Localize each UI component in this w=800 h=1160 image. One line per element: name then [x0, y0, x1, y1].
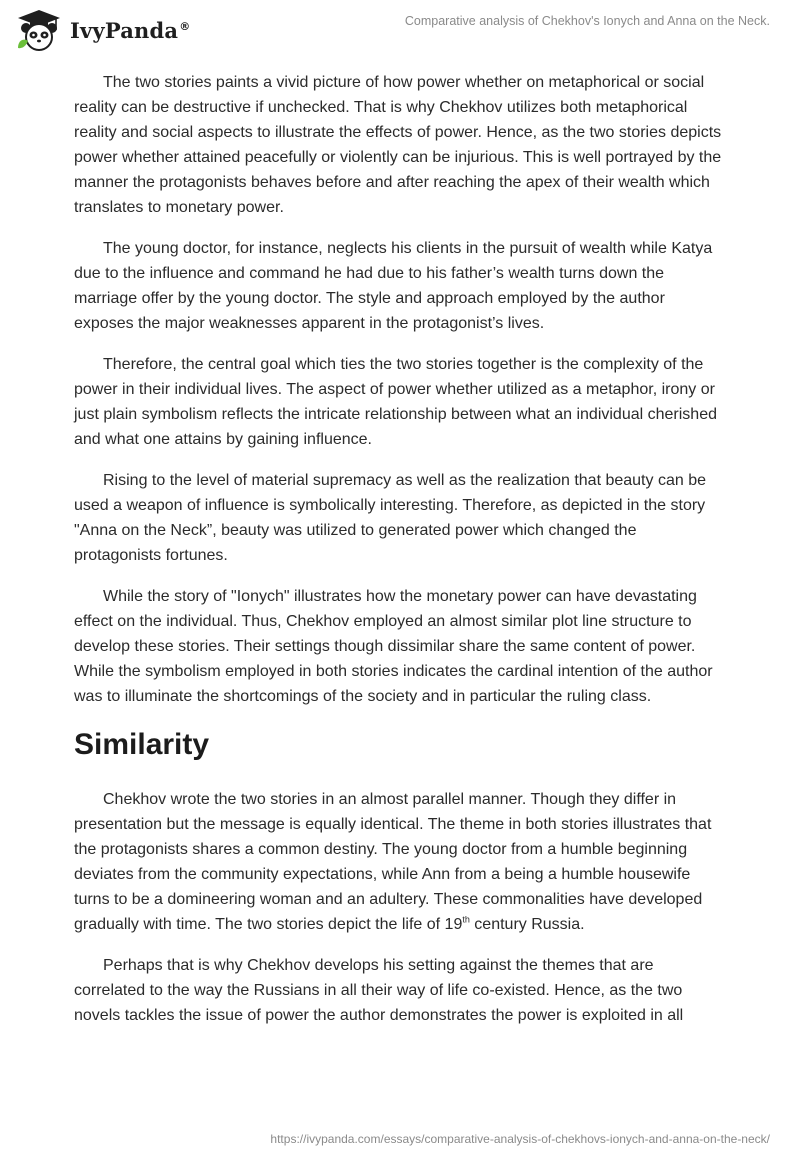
paragraph: Chekhov wrote the two stories in an almost parallel manner. Though they differ in presentation but the message is equally identical. The theme in both stories illustrates that the protagonists shares a common destiny. The young doctor from a humble beginning deviates from the community expectations, while Ann from a being a humble housewife turns to be a domineering woman and an adultery. These commonalities have developed gradually with time. The two stories depict the life of 19th century Russia.	[74, 791, 712, 933]
brand-logo[interactable]	[14, 8, 190, 52]
source-url[interactable]: https://ivypanda.com/essays/comparative-analysis-of-chekhovs-ionych-and-anna-on-the-neck/	[270, 1132, 770, 1146]
document-title: Comparative analysis of Chekhov's Ionych and Anna on the Neck.	[404, 14, 770, 28]
paragraph: Therefore, the central goal which ties the two stories together is the complexity of the power in their individual lives. The aspect of power whether utilized as a metaphor, irony or just plain symbolism reflects the intricate relationship between what an individual cherished and what one attains by gaining influence.	[74, 356, 717, 448]
paragraph: The two stories paints a vivid picture of how power whether on metaphorical or social reality can be destructive if unchecked. That is why Chekhov utilizes both metaphorical reality and social aspects to illustrate the effects of power. Hence, as the two stories depicts power whether attained peacefully or violently can be injurious. This is well portrayed by the manner the protagonists behaves before and after reaching the apex of their wealth which translates to monetary power.	[74, 74, 722, 216]
panda-logo-icon	[14, 8, 64, 52]
essay-body	[74, 70, 726, 1044]
page-header	[0, 0, 800, 60]
section-heading-similarity: Similarity	[74, 728, 210, 761]
paragraph: Perhaps that is why Chekhov develops his setting against the themes that are correlated to the way the Russians in all their way of life co-existed. Hence, as the two novels tackles the issue of power the author demonstrates the power is exploited in all	[74, 957, 684, 1024]
paragraph: While the story of "Ionych" illustrates how the monetary power can have devastating effect on the individual. Thus, Chekhov employed an almost similar plot line structure to develop these stories. Their settings though dissimilar share the same content of power. While the symbolism employed in both stories indicates the cardinal intention of the author was to illuminate the shortcomings of the society and in particular the ruling class.	[74, 588, 713, 705]
brand-name: IvyPanda®	[70, 17, 191, 43]
paragraph: The young doctor, for instance, neglects his clients in the pursuit of wealth while Katya due to the influence and command he had due to his father’s wealth turns down the marriage offer by the young doctor. The style and approach employed by the author exposes the major weaknesses apparent in the protagonist’s lives.	[74, 240, 713, 332]
paragraph: Rising to the level of material supremacy as well as the realization that beauty can be used a weapon of influence is symbolically interesting. Therefore, as depicted in the story "Anna on the Neck”, beauty was utilized to generated power which changed the protagonists fortunes.	[74, 472, 706, 564]
